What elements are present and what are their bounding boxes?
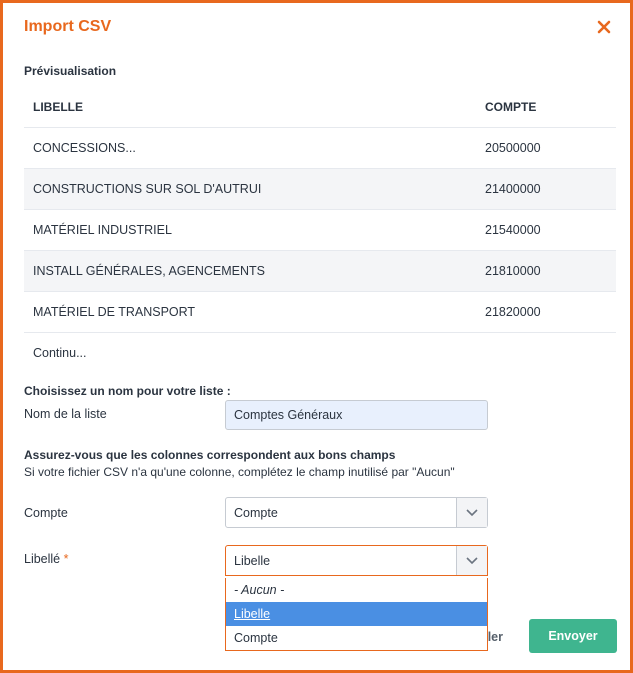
cell-libelle: CONSTRUCTIONS SUR SOL D'AUTRUI bbox=[33, 182, 262, 196]
table-row bbox=[24, 128, 616, 169]
required-mark: * bbox=[63, 552, 69, 566]
table-row bbox=[24, 292, 616, 333]
libelle-select-value: Libelle bbox=[234, 553, 271, 568]
cell-compte: 21820000 bbox=[485, 305, 541, 319]
close-icon[interactable] bbox=[596, 19, 612, 35]
libelle-field-label bbox=[24, 552, 69, 566]
preview-more-text: Continu... bbox=[33, 346, 87, 360]
cell-libelle: MATÉRIEL DE TRANSPORT bbox=[33, 305, 196, 319]
cell-libelle: MATÉRIEL INDUSTRIEL bbox=[33, 223, 172, 237]
libelle-label-text: Libellé bbox=[24, 552, 61, 566]
column-header-libelle: LIBELLE bbox=[33, 100, 83, 114]
table-header bbox=[24, 87, 616, 128]
cell-compte: 20500000 bbox=[485, 141, 541, 155]
cell-libelle: INSTALL GÉNÉRALES, AGENCEMENTS bbox=[33, 264, 266, 278]
table-row bbox=[24, 251, 616, 292]
table-row bbox=[24, 210, 616, 251]
dropdown-option-compte[interactable]: Compte bbox=[234, 631, 278, 645]
preview-table bbox=[24, 87, 616, 373]
mapping-heading: Assurez-vous que les colonnes correspondent aux bons champs bbox=[24, 448, 396, 462]
cell-libelle: CONCESSIONS... bbox=[33, 141, 136, 155]
libelle-dropdown bbox=[225, 578, 488, 651]
table-row bbox=[24, 169, 616, 210]
compte-field-label: Compte bbox=[24, 506, 68, 520]
preview-label: Prévisualisation bbox=[24, 64, 117, 78]
mapping-hint: Si votre fichier CSV n'a qu'une colonne, complétez le champ inutilisé par "Aucun" bbox=[24, 465, 455, 479]
compte-select[interactable] bbox=[225, 497, 488, 528]
dropdown-option-aucun[interactable]: - Aucun - bbox=[234, 583, 285, 597]
list-name-input[interactable] bbox=[225, 400, 488, 430]
send-button[interactable]: Envoyer bbox=[529, 619, 617, 653]
cell-compte: 21810000 bbox=[485, 264, 541, 278]
cell-compte: 21540000 bbox=[485, 223, 541, 237]
list-name-heading: Choisissez un nom pour votre liste : bbox=[24, 384, 231, 398]
column-header-compte: COMPTE bbox=[485, 100, 537, 114]
libelle-select[interactable] bbox=[225, 545, 488, 576]
cancel-button[interactable]: ler bbox=[487, 630, 503, 644]
list-name-label: Nom de la liste bbox=[24, 407, 107, 421]
chevron-down-icon[interactable] bbox=[456, 498, 487, 527]
cell-compte: 21400000 bbox=[485, 182, 541, 196]
table-body bbox=[24, 128, 616, 333]
chevron-down-icon[interactable] bbox=[456, 546, 487, 575]
dropdown-option-libelle[interactable]: Libelle bbox=[226, 602, 487, 626]
dialog-title: Import CSV bbox=[24, 18, 112, 35]
compte-select-value: Compte bbox=[234, 505, 278, 520]
